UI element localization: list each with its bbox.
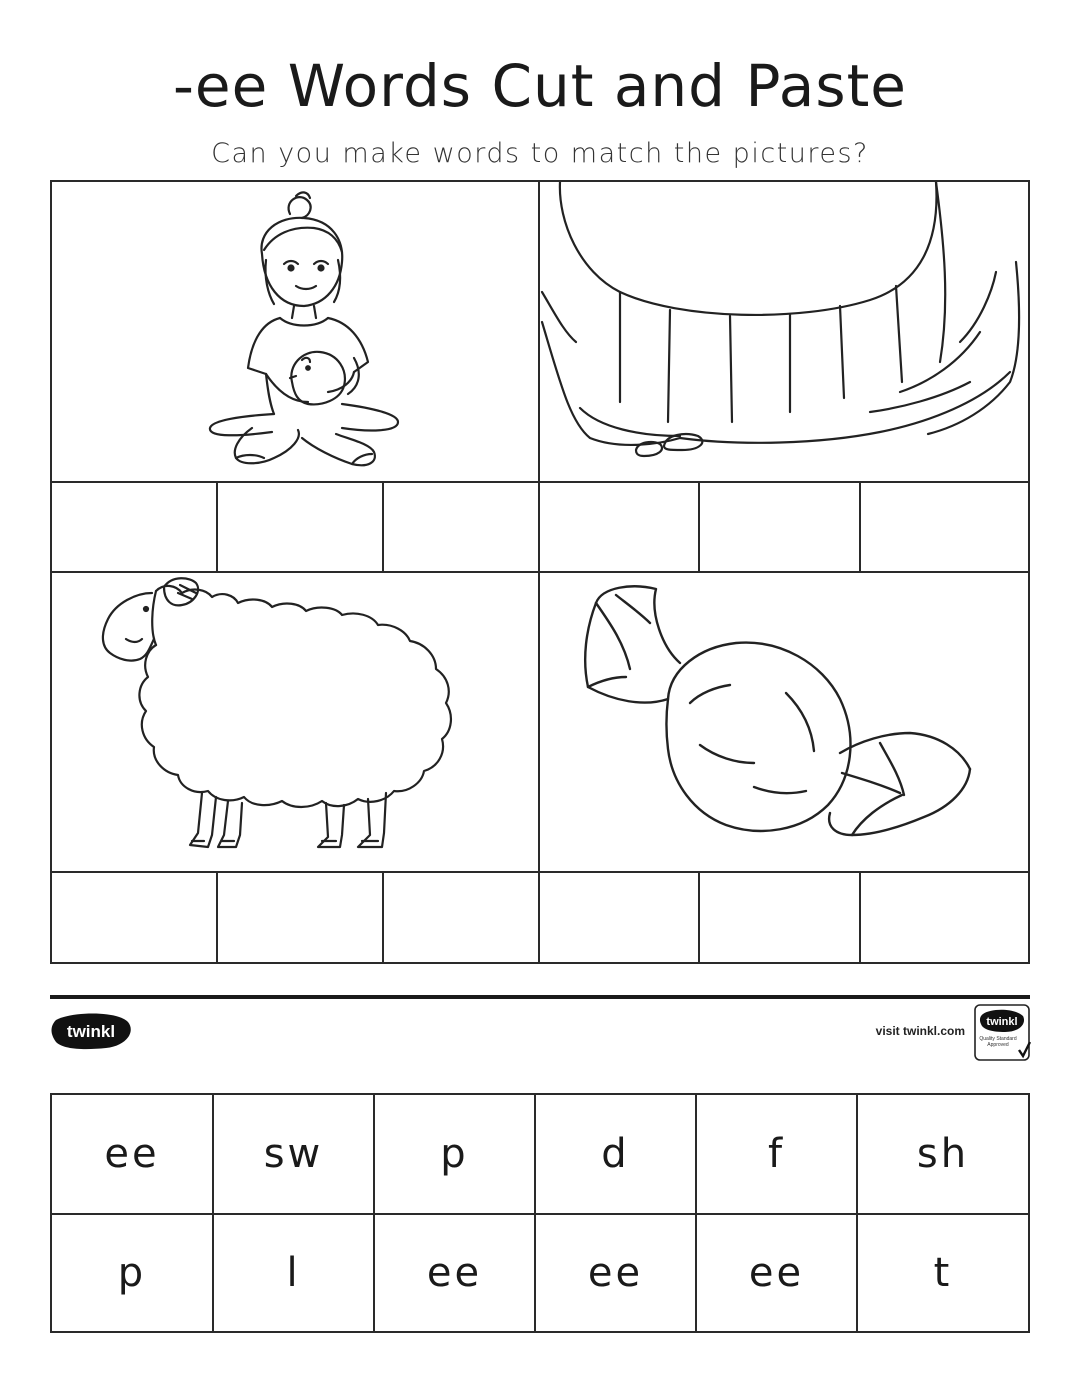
answer-box[interactable] (861, 873, 1028, 962)
letter-card[interactable]: d (601, 1131, 630, 1177)
sheep-icon (52, 573, 538, 871)
badge-brand-text: twinkl (986, 1016, 1018, 1028)
footer-rule (50, 995, 1030, 999)
letter-card[interactable]: f (767, 1131, 786, 1177)
letter-card[interactable]: sh (916, 1131, 970, 1177)
answer-box[interactable] (540, 873, 698, 962)
answer-box[interactable] (384, 483, 538, 571)
answer-box[interactable] (52, 873, 216, 962)
logo-brand-text: twinkl (66, 1022, 116, 1041)
answer-box[interactable] (384, 873, 538, 962)
letter-card[interactable]: ee (426, 1250, 483, 1296)
tree-stump-icon (540, 182, 1028, 481)
letter-card[interactable]: ee (587, 1250, 644, 1296)
picture-grid (50, 180, 1030, 964)
letter-card[interactable]: ee (104, 1131, 160, 1177)
visit-link[interactable]: visit twinkl.com (875, 1024, 965, 1038)
quality-badge-icon (973, 1004, 1031, 1062)
answer-box[interactable] (218, 873, 382, 962)
letter-card[interactable]: sw (263, 1131, 324, 1177)
letter-card[interactable]: t (933, 1250, 953, 1296)
answer-box[interactable] (218, 483, 382, 571)
page-title: -ee Words Cut and Paste (172, 52, 907, 120)
badge-caption: Quality Standard Approved (979, 1036, 1017, 1048)
answer-box[interactable] (52, 483, 216, 571)
letter-card[interactable]: ee (748, 1250, 805, 1296)
letter-card[interactable]: p (117, 1250, 147, 1296)
child-holding-guinea-pig-icon (52, 182, 538, 481)
wrapped-sweet-icon (540, 573, 1028, 871)
letter-card[interactable]: l (286, 1250, 301, 1296)
answer-box[interactable] (700, 483, 859, 571)
answer-box[interactable] (861, 483, 1028, 571)
letter-card[interactable]: p (440, 1131, 469, 1177)
twinkl-logo-icon (50, 1012, 132, 1050)
answer-box[interactable] (540, 483, 698, 571)
page-subtitle: Can you make words to match the pictures? (211, 138, 869, 169)
letter-cards-panel (50, 1093, 1030, 1333)
answer-box[interactable] (700, 873, 859, 962)
